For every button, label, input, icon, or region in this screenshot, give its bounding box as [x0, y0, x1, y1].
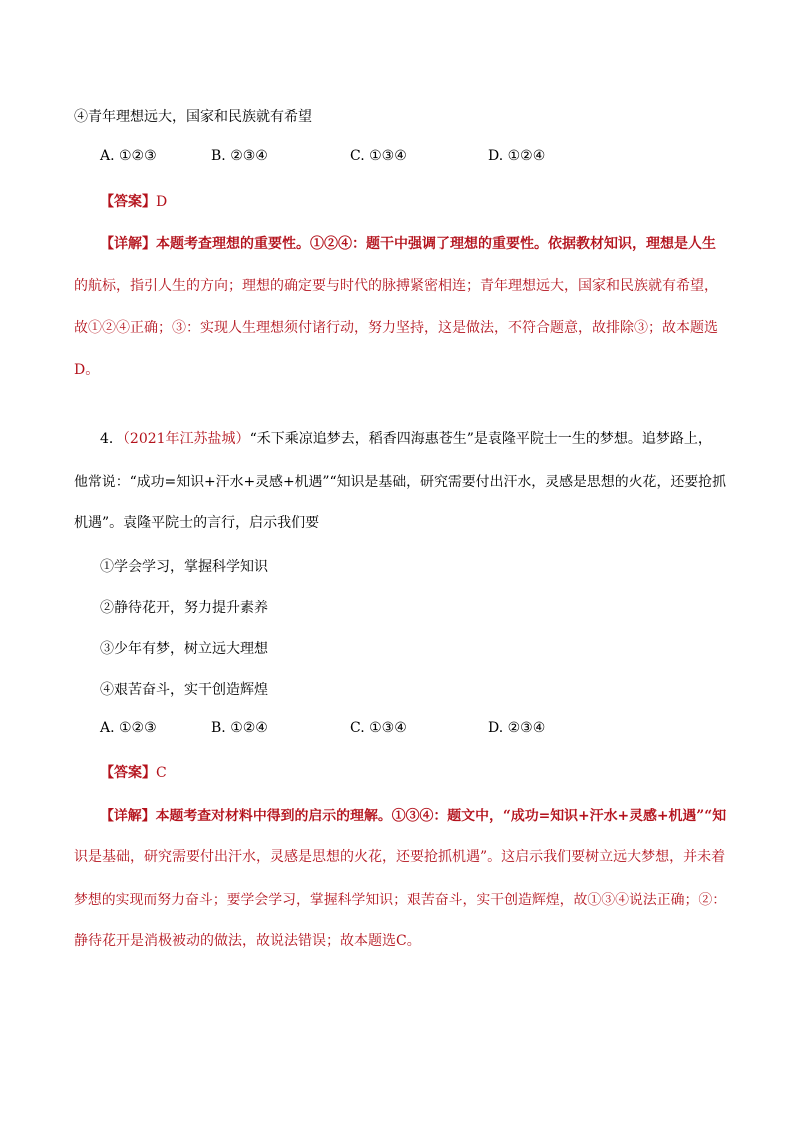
- q4-stem-line-3: 机遇”。袁隆平院士的言行，启示我们要: [74, 515, 320, 531]
- q3-explain-line-2: 的航标，指引人生的方向；理想的确定要与时代的脉搏紧密相连；青年理想远大，国家和民族就有希望，: [74, 278, 718, 294]
- q3-answer: [100, 191, 167, 211]
- q3-explain-line-4: D。: [74, 362, 100, 378]
- q3-choice-c[interactable]: C. ①③④: [350, 148, 407, 164]
- q4-item-3: ③少年有梦，树立远大理想: [100, 641, 268, 657]
- q3-option-4: ④青年理想远大，国家和民族就有希望: [74, 109, 312, 125]
- q4-item-4: ④艰苦奋斗，实干创造辉煌: [100, 682, 268, 698]
- q4-choice-c[interactable]: C. ①③④: [350, 720, 407, 736]
- q4-choice-b[interactable]: B. ①②④: [211, 720, 268, 736]
- q3-choice-b[interactable]: B. ②③④: [211, 148, 268, 164]
- q4-source: （2021年江苏盐城）: [122, 431, 250, 447]
- answer-label: 【答案】: [100, 765, 156, 781]
- q4-stem-line-1: 4．（2021年江苏盐城）“禾下乘凉追梦去，稻香四海惠苍生”是袁隆平院士一生的梦想。追梦路上，: [100, 431, 712, 447]
- q3-explain-line-3: 故①②④正确；③：实现人生理想须付诸行动，努力坚持，这是做法，不符合题意，故排除③；故本题选: [74, 320, 718, 336]
- answer-label: 【答案】: [100, 194, 156, 210]
- q4-item-1: ①学会学习，掌握科学知识: [100, 559, 268, 575]
- q4-stem-line-2: 他常说：“成功=知识+汗水+灵感+机遇”“知识是基础，研究需要付出汗水，灵感是思想的火花，还要抢抓: [74, 474, 726, 490]
- q4-number: 4．: [100, 431, 123, 447]
- q4-item-2: ②静待花开，努力提升素养: [100, 600, 268, 616]
- q4-explain-line-1: 【详解】本题考查对材料中得到的启示的理解。①③④：题文中，“成功=知识+汗水+灵感+机遇”“知: [100, 808, 727, 824]
- q4-explain-line-3: 梦想的实现而努力奋斗；要学会学习，掌握科学知识；艰苦奋斗，实干创造辉煌，故①③④说法正确；②：: [74, 892, 727, 908]
- explain-label: 【详解】: [100, 236, 156, 252]
- q3-choice-d[interactable]: D. ①②④: [488, 148, 546, 164]
- q4-answer: [100, 762, 167, 782]
- q4-choice-a[interactable]: A. ①②③: [100, 720, 157, 736]
- q3-choice-a[interactable]: A. ①②③: [100, 148, 157, 164]
- answer-value: D: [156, 194, 168, 210]
- answer-value: C: [156, 765, 167, 781]
- q4-explain-line-2: 识是基础，研究需要付出汗水，灵感是思想的火花，还要抢抓机遇”。这启示我们要树立远大梦想，并未着: [74, 849, 726, 865]
- q4-choice-d[interactable]: D. ②③④: [488, 720, 546, 736]
- explain-label: 【详解】: [100, 808, 156, 824]
- q4-explain-line-4: 静待花开是消极被动的做法，故说法错误；故本题选C。: [74, 933, 421, 949]
- q3-explain-line-1: 【详解】本题考查理想的重要性。①②④：题干中强调了理想的重要性。依据教材知识，理想是人生: [100, 236, 716, 252]
